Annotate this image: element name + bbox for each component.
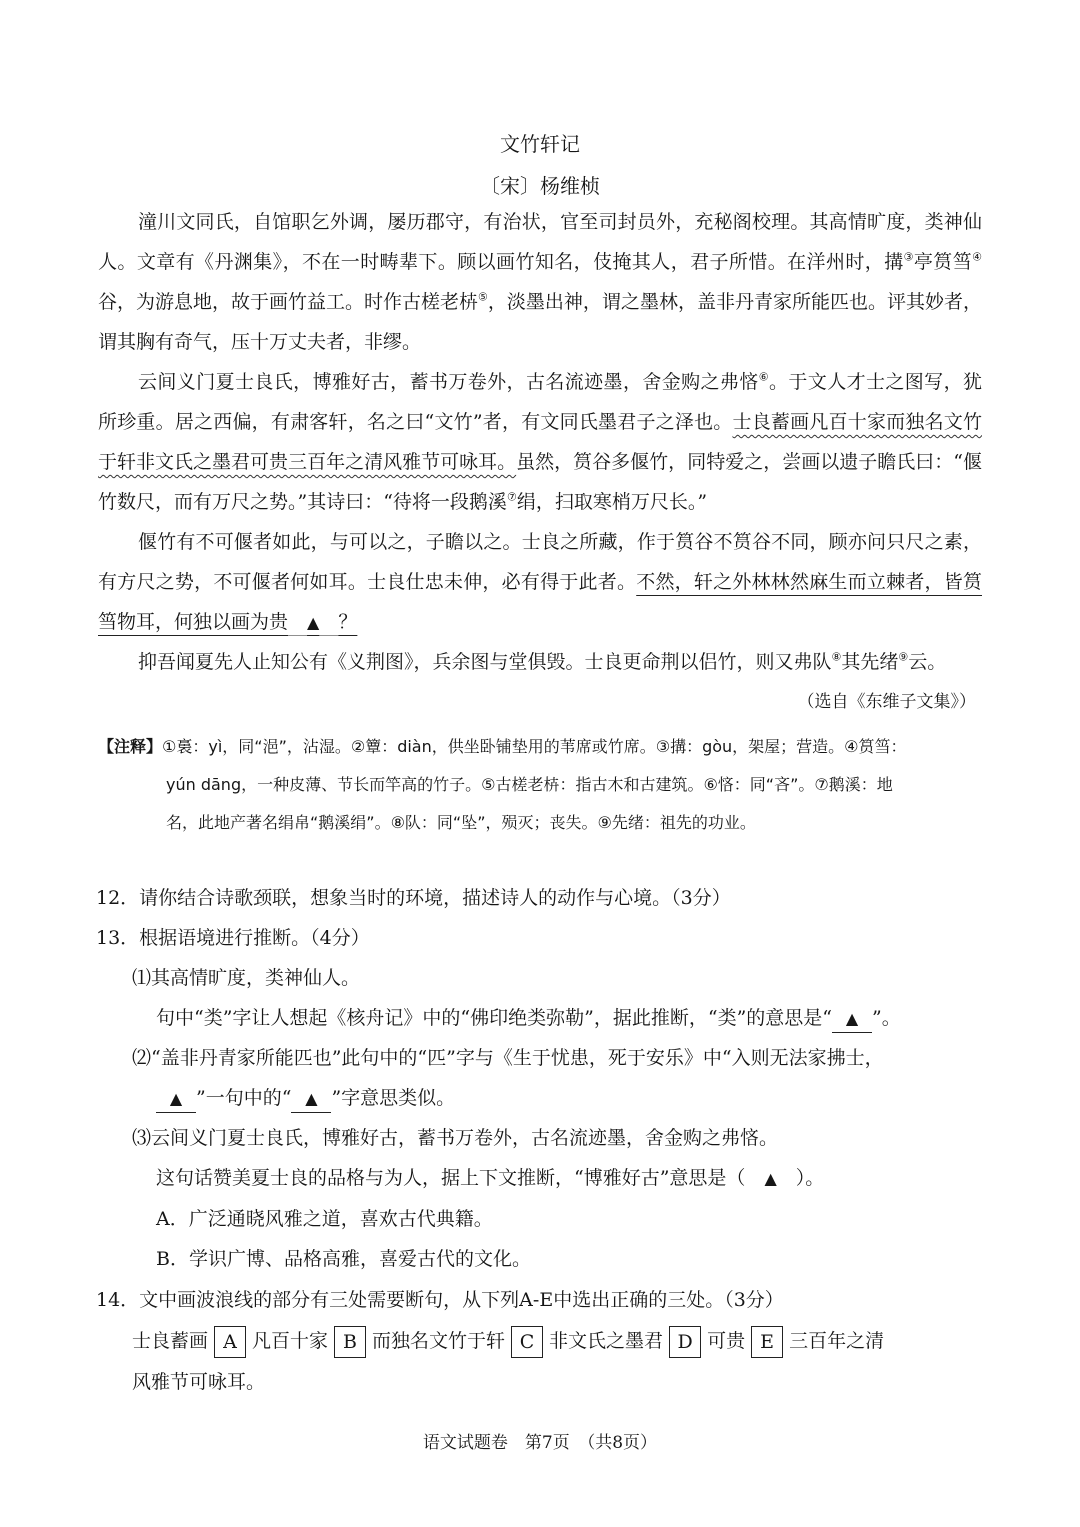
answer-blank-triangle: ▲ xyxy=(307,613,320,632)
passage-title: 文竹轩记 xyxy=(500,132,580,156)
option-a[interactable]: A．广泛通晓风雅之道，喜欢古代典籍。 xyxy=(156,1208,493,1230)
underlined-sentence: 不然，轩之外林林然麻生而立棘者，皆筼筜物耳，何独以画为贵 ▲ ？ xyxy=(98,571,982,633)
break-box-a[interactable]: A xyxy=(214,1326,246,1358)
question-14: 14．文中画波浪线的部分有三处需要断句，从下列A-E中选出正确的三处。（3分） 士良蓄画 A 凡百十家 B 而独名文竹于轩 C 非文氏之墨君 D 可贵 E 三百年之清 风雅节可咏耳。 xyxy=(96,1289,885,1393)
break-box-b[interactable]: B xyxy=(334,1326,366,1358)
break-box-e[interactable]: E xyxy=(751,1326,783,1358)
paragraph-1: 潼川文同氏，自馆职乞外调，屡历郡守，有治状，官至司封员外，充秘阁校理。其高情旷度，类神仙人。文章有《丹渊集》，不在一时畴辈下。顾以画竹知名，伎掩其人，君子所惜。在洋州时，搆③亭筼筜④谷，为游息地，故于画竹益工。时作古槎老枿⑤，淡墨出神，谓之墨林，盖非丹青家所能匹也。评其妙者，谓其胸有奇气，压十万丈夫者，非缪。 xyxy=(98,211,982,353)
option-b[interactable]: B．学识广博、品格高雅，喜爱古代的文化。 xyxy=(156,1248,531,1270)
paragraph-4: 抑吾闻夏先人止知公有《义荆图》，兵余图与堂俱毁。士良更命荆以侣竹，则又弗队⑧其先绪⑨云。 xyxy=(138,650,947,673)
paragraph-3: 偃竹有不可偃者如此，与可以之，子瞻以之。士良之所藏，作于筼谷不筼谷不同，顾亦问只尺之素，有方尺之势，不可偃者何如耳。士良仕忠未伸，必有得于此者。不然，轩之外林林然麻生而立棘者，皆筼筜物耳，何独以画为贵 ▲ ？ xyxy=(98,531,982,633)
paragraph-2: 云间义门夏士良氏，博雅好古，蓄书万卷外，古名流迹墨，舍金购之弗悋⑥。于文人才士之图写，犹所珍重。居之西偏，有肃客轩，名之曰“文竹”者，有文同氏墨君子之泽也。士良蓄画凡百十家而独名文竹于轩非文氏之墨君可贵三百年之清风雅节可咏耳。虽然，筼谷多偃竹，同特爱之，尝画以遗子瞻氏曰：“偃竹数尺，而有万尺之势。”其诗曰：“待将一段鹅溪⑦绢，扫取寒梢万尺长。” xyxy=(98,370,982,513)
break-box-c[interactable]: C xyxy=(511,1326,543,1358)
question-13: 13．根据语境进行推断。（4分） ⑴其高情旷度，类神仙人。 句中“类”字让人想起《核舟记》中的“佛印绝类弥勒”，据此推断，“类”的意思是“ ▲ ”。 ⑵“盖非丹青家所能匹也”此句中的“匹”字与《生于忧患，死于安乐》中“入则无法家拂士， ▲ ”一句中的“ ▲ ”字意思类似。 ⑶云间义门夏士良氏，博雅好古，蓄书万卷外，古名流迹墨，舍金购之弗悋。 这句话赞美夏士良的品格与为人，据上下文推断，“博雅好古”意思是（ ▲ ）。 A．广泛通晓风雅之道，喜欢古代典籍。 B．学识广博、品格高雅，喜爱古代的文化。 xyxy=(96,918,986,1279)
answer-blank[interactable]: ▲ xyxy=(291,1086,331,1113)
answer-blank-triangle[interactable]: ▲ xyxy=(764,1169,777,1188)
answer-blank[interactable]: ▲ xyxy=(156,1086,196,1113)
wavy-underlined-sentence: 士良蓄画凡百十家而独名文竹于轩非文氏之墨君可贵三百年之清风雅节可咏耳。 xyxy=(98,411,982,473)
annotations: 【注释】①裛：yì，同“浥”，沾湿。②簟：diàn，供坐卧铺垫用的苇席或竹席。③搆：gòu，架屋；营造。④筼筜： yún dāng，一种皮薄、节长而竿高的竹子。⑤古槎老枿：指古木和古建筑。⑥悋：同“吝”。⑦鹅溪：地 名，此地产著名绢帛“鹅溪绢”。⑧队：同“坠”，殒灭；丧失。⑨先绪：祖先的功业。 xyxy=(98,737,907,832)
break-box-d[interactable]: D xyxy=(669,1326,701,1358)
page-footer: 语文试题卷 第7页 （共8页） xyxy=(422,1433,658,1453)
notes-label: 【注释】 xyxy=(98,737,163,756)
question-12: 12．请你结合诗歌颈联，想象当时的环境，描述诗人的动作与心境。（3分） xyxy=(96,887,731,909)
passage-author: 〔宋〕杨维桢 xyxy=(480,174,600,198)
passage-source: （选自《东维子文集》） xyxy=(797,692,976,712)
answer-blank[interactable]: ▲ xyxy=(832,1006,872,1033)
